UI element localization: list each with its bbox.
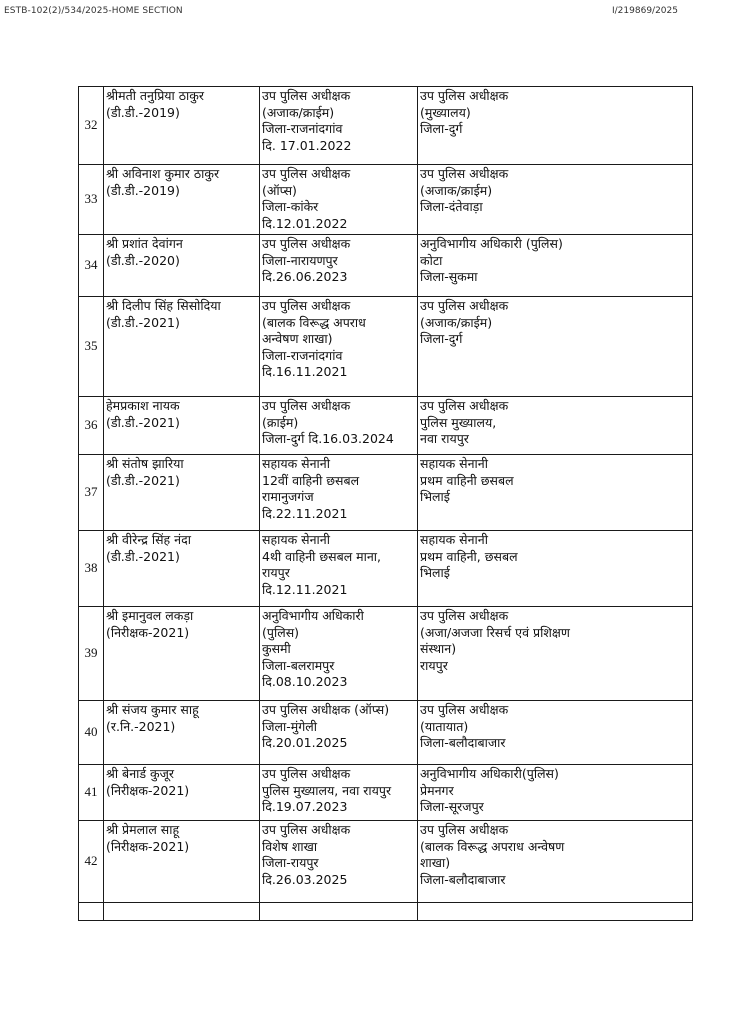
officer-cell [104,765,260,821]
officer-batch: (र.नि.-2021) [106,718,176,734]
transfer-table-body [79,87,693,921]
current-posting: सहायक सेनानी 4थी वाहिनी छसबल माना, रायपुर दि.12.11.2021 [260,531,418,607]
officer-name: श्री बेनार्ड कुजूर [106,766,175,781]
officer-name: श्री प्रशांत देवांगन [106,236,183,251]
table-row [79,165,693,235]
current-posting: सहायक सेनानी 12वीं वाहिनी छसबल रामानुजगंज दि.22.11.2021 [260,455,418,531]
serial-number: 38 [79,531,104,607]
serial-number: 42 [79,821,104,903]
new-posting: सहायक सेनानी प्रथम वाहिनी छसबल भिलाई [418,455,693,531]
new-posting: उप पुलिस अधीक्षक (अजाक/क्राईम) जिला-दंतेवाड़ा [418,165,693,235]
officer-batch: (निरीक्षक-2021) [106,782,190,798]
current-posting: उप पुलिस अधीक्षक (ऑप्स) जिला-कांकेर दि.12.01.2022 [260,165,418,235]
officer-batch: (निरीक्षक-2021) [106,624,190,640]
officer-batch: (डी.डी.-2019) [106,182,180,198]
officer-name: श्री इमानुवल लकड़ा [106,608,194,623]
table-row [79,397,693,455]
officer-batch: (डी.डी.-2021) [106,314,180,330]
officer-cell [104,531,260,607]
officer-name: श्री दिलीप सिंह सिसोदिया [106,298,221,313]
officer-name: श्री अविनाश कुमार ठाकुर [106,166,220,181]
current-posting: उप पुलिस अधीक्षक (ऑप्स) जिला-मुंगेली दि.20.01.2025 [260,701,418,765]
new-posting: उप पुलिस अधीक्षक पुलिस मुख्यालय, नवा रायपुर [418,397,693,455]
current-posting: उप पुलिस अधीक्षक (बालक विरूद्ध अपराध अन्वेषण शाखा) जिला-राजनांदगांव दि.16.11.2021 [260,297,418,397]
officer-name: श्री वीरेन्द्र सिंह नंदा [106,532,191,547]
table-row [79,607,693,701]
serial-number: 36 [79,397,104,455]
new-posting: उप पुलिस अधीक्षक (मुख्यालय) जिला-दुर्ग [418,87,693,165]
serial-number: 32 [79,87,104,165]
current-posting: उप पुलिस अधीक्षक पुलिस मुख्यालय, नवा रायपुर दि.19.07.2023 [260,765,418,821]
officer-batch: (डी.डी.-2021) [106,472,180,488]
current-posting: उप पुलिस अधीक्षक विशेष शाखा जिला-रायपुर दि.26.03.2025 [260,821,418,903]
serial-number: 33 [79,165,104,235]
table-row [79,531,693,607]
table-row [79,821,693,903]
current-posting: अनुविभागीय अधिकारी (पुलिस) कुसमी जिला-बलरामपुर दि.08.10.2023 [260,607,418,701]
empty-cell [104,903,260,921]
officer-cell [104,455,260,531]
officer-name: श्रीमती तनुप्रिया ठाकुर [106,88,204,103]
new-posting: सहायक सेनानी प्रथम वाहिनी, छसबल भिलाई [418,531,693,607]
table-row [79,701,693,765]
officer-cell [104,607,260,701]
current-posting: उप पुलिस अधीक्षक जिला-नारायणपुर दि.26.06.2023 [260,235,418,297]
officer-name: श्री प्रेमलाल साहू [106,822,180,837]
officer-batch: (डी.डी.-2021) [106,414,180,430]
serial-number: 39 [79,607,104,701]
officer-cell [104,701,260,765]
table-row [79,455,693,531]
officer-name: हेमप्रकाश नायक [106,398,180,413]
current-posting: उप पुलिस अधीक्षक (क्राईम) जिला-दुर्ग दि.16.03.2024 [260,397,418,455]
officer-cell [104,87,260,165]
new-posting: उप पुलिस अधीक्षक (अजा/अजजा रिसर्च एवं प्रशिक्षण संस्थान) रायपुर [418,607,693,701]
officer-cell [104,821,260,903]
table-row [79,297,693,397]
table-row [79,235,693,297]
officer-batch: (निरीक्षक-2021) [106,838,190,854]
officer-batch: (डी.डी.-2021) [106,548,180,564]
officer-cell [104,297,260,397]
new-posting: उप पुलिस अधीक्षक (बालक विरूद्ध अपराध अन्वेषण शाखा) जिला-बलौदाबाजार [418,821,693,903]
serial-number: 35 [79,297,104,397]
new-posting: उप पुलिस अधीक्षक (अजाक/क्राईम) जिला-दुर्ग [418,297,693,397]
table-row-continuation [79,903,693,921]
officer-cell [104,165,260,235]
table-row [79,87,693,165]
serial-number: 41 [79,765,104,821]
officer-name: श्री संजय कुमार साहू [106,702,199,717]
empty-cell [79,903,104,921]
officer-batch: (डी.डी.-2019) [106,104,180,120]
empty-cell [260,903,418,921]
officer-batch: (डी.डी.-2020) [106,252,180,268]
transfer-table [78,86,693,921]
new-posting: उप पुलिस अधीक्षक (यातायात) जिला-बलौदाबाजार [418,701,693,765]
current-posting: उप पुलिस अधीक्षक (अजाक/क्राईम) जिला-राजनांदगांव दि. 17.01.2022 [260,87,418,165]
document-number: I/219869/2025 [612,6,678,16]
serial-number: 34 [79,235,104,297]
officer-cell [104,397,260,455]
serial-number: 40 [79,701,104,765]
table-row [79,765,693,821]
serial-number: 37 [79,455,104,531]
new-posting: अनुविभागीय अधिकारी (पुलिस) कोटा जिला-सुकमा [418,235,693,297]
new-posting: अनुविभागीय अधिकारी(पुलिस) प्रेमनगर जिला-सूरजपुर [418,765,693,821]
officer-cell [104,235,260,297]
officer-name: श्री संतोष झारिया [106,456,184,471]
empty-cell [418,903,693,921]
file-reference: ESTB-102(2)/534/2025-HOME SECTION [4,6,183,16]
